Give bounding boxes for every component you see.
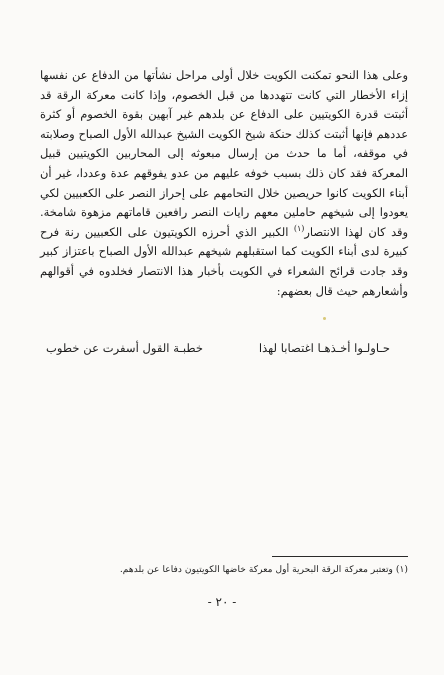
paragraph-text xyxy=(40,66,408,301)
poem-verse xyxy=(40,341,408,363)
body-paragraph xyxy=(40,66,408,301)
second-hemistich: خطبـة القول أسفرت عن خطوب xyxy=(46,341,203,355)
paper-speck xyxy=(323,317,326,320)
paragraph-continuation: الكبير الذي أحرزه الكويتيون على الكعبيين رنة فرح كبيرة لدى أبناء الكويت كما استقبلهم شيخهم عبدالله الأول الصباح باعتزاز كبير وقد جادت قرائح الشعراء في الكويت بأخبار هذا الانتصار فخلدوه في أقوالهم وأشعارهم حيث قال بعضهم: xyxy=(40,224,408,298)
page-number: - ٢٠ - xyxy=(207,595,237,609)
footnote: (١) وتعتبر معركة الرقة البحرية أول معركة خاضها الكويتيون دفاعا عن بلدهم. xyxy=(119,564,408,575)
footnote-reference: (١) xyxy=(293,223,305,233)
paragraph-main: وعلى هذا النحو تمكنت الكويت خلال أولى مراحل نشأتها من الدفاع عن نفسها إزاء الأخطار التي كانت تتهددها من قبل الخصوم، وإذا كانت معركة الرقة قد أثبتت قدرة الكويتيين على الدفاع عن بلدهم غير آبهين بقوة الخصوم أو كثرة عددهم فإنها أثبتت كذلك حنكة شيخ الكويت الشيخ عبدالله الأول الصباح وصلابته في موقفه، أما ما حدث من إرسال مبعوثه إلى المحاربين الكويتيين قبيل المعركة فقد كان ذلك بسبب خوفه عليهم من عدو يفوقهم عدة وعددا، غير أن أبناء الكويت كانوا حريصين خلال التحامهم على إحراز النصر على الكعبيين لكي يعودوا إلى شيخهم حاملين معهم رايات النصر رافعين قاماتهم مزهوة شامخة. وقد كان لهذا الانتصار xyxy=(40,68,408,239)
footnote-divider xyxy=(272,556,408,557)
first-hemistich: حـاولـوا أخـذهـا اغتصابا لهذا xyxy=(258,341,390,355)
